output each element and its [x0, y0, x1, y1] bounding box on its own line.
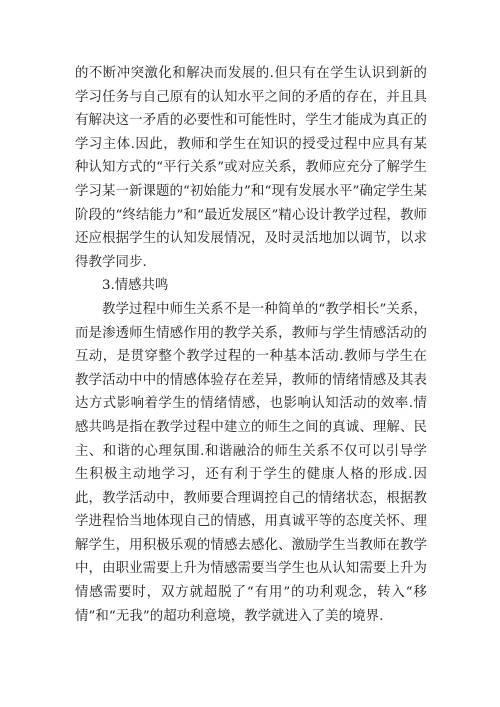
paragraph-cognitive-conflict: 的不断冲突激化和解决而发展的.但只有在学生认识到新的学习任务与自己原有的认知水平之间的矛盾的存在，并且具有解决这一矛盾的必要性和可能性时，学生才能成为真正的学习主体.因此，教师和学生在知识的授受过程中应具有某种认知方式的“平行关系”或对应关系，教师应充分了解学生学习某一新课题的“初始能力”和“现有发展水平”确定学生某阶段的“终结能力”和“最近发展区”精心设计教学过程，教师还应根据学生的认知发展情况，及时灵活地加以调节，以求得教学同步. [75, 66, 427, 270]
document-page [75, 62, 427, 628]
section-heading-emotional-resonance: 3.情感共鸣 [102, 278, 169, 294]
paragraph-emotional-resonance: 教学过程中师生关系不是一种简单的“教学相长”关系，而是渗透师生情感作用的教学关系，教师与学生情感活动的互动，是贯穿整个教学过程的一种基本活动.教师与学生在教学活动中中的情感体验存在差异，教师的情绪情感及其表达方式影响着学生的情绪情感，也影响认知活动的效率.情感共鸣是指在教学过程中建立的师生之间的真诚、理解、民主、和谐的心理氛围.和谐融洽的师生关系不仅可以引导学生积极主动地学习，还有利于学生的健康人格的形成.因此，教学活动中，教师要合理调控自己的情绪状态，根据教学进程恰当地体现自己的情感，用真诚平等的态度关怀、理解学生，用积极乐观的情感去感化、激励学生当教师在教学中，由职业需要上升为情感需要当学生也从认知需要上升为情感需要时，双方就超脱了“有用”的功利观念，转入“移情”和“无我”的超功利意境，教学就进入了美的境界. [75, 301, 427, 624]
